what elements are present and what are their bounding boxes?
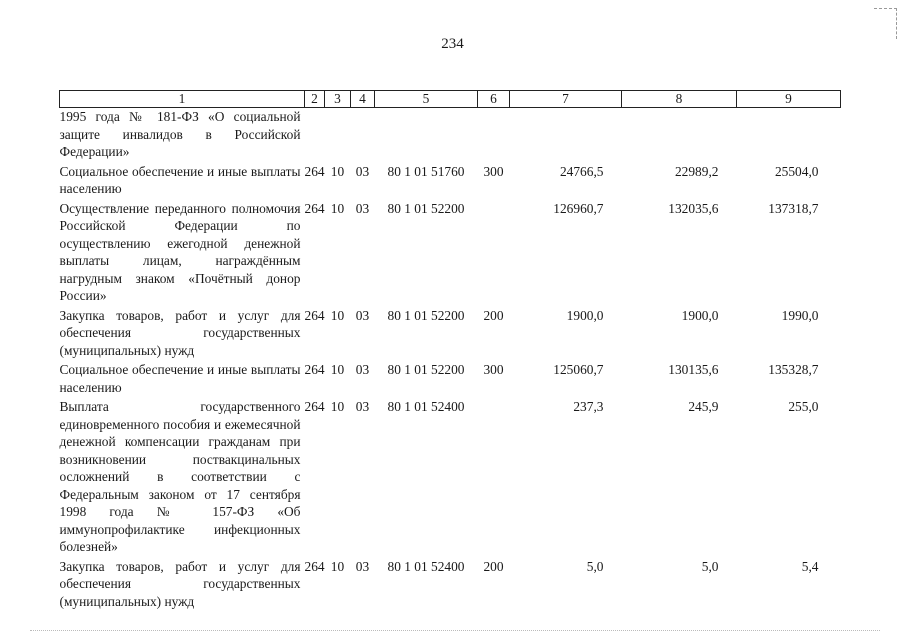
cell-target-article <box>375 108 478 163</box>
cell-expense-type: 300 <box>483 362 504 377</box>
cell-section-code: 10 <box>330 200 345 216</box>
cell-amount-year-2 <box>622 108 737 163</box>
cell-target-article: 80 1 01 52200 <box>387 200 465 216</box>
column-header-year-2: 8 <box>622 91 737 108</box>
table-header <box>60 91 841 108</box>
cell-amount-year-3 <box>737 108 841 163</box>
cell-ministry-code: 264 <box>304 362 325 377</box>
scan-corner-mark <box>874 8 897 39</box>
cell-ministry-code: 264 <box>304 399 325 414</box>
cell-subsection-code: 03 <box>355 362 370 377</box>
cell-ministry-code: 264 <box>304 558 325 574</box>
budget-table <box>59 90 841 612</box>
cell-name: Выплата государственного единовременного пособия и ежемесячной денежной компенсации гражданам при возникновении поствакцинальных осложнений в соответствии с Федеральным законом от 17 сентября 1998 года № 157-ФЗ «Об иммунопрофилактике инфекционных болезней» <box>59 399 301 554</box>
cell-amount-year-1: 126960,7 <box>553 200 604 216</box>
cell-target-article: 80 1 01 52200 <box>387 362 465 377</box>
cell-target-article: 80 1 01 52400 <box>387 399 465 414</box>
cell-amount-year-2: 245,9 <box>688 399 719 414</box>
cell-subsection-code: 03 <box>355 163 370 179</box>
cell-amount-year-2: 5,0 <box>701 558 719 574</box>
cell-amount-year-3: 1990,0 <box>781 307 819 323</box>
cell-amount-year-1 <box>510 108 622 163</box>
cell-amount-year-1: 5,0 <box>586 558 604 574</box>
table-row <box>60 200 841 307</box>
cell-amount-year-1: 1900,0 <box>566 307 604 323</box>
cell-ministry-code <box>305 108 325 163</box>
cell-amount-year-3: 135328,7 <box>768 362 819 377</box>
cell-amount-year-3: 255,0 <box>788 399 819 414</box>
table-row <box>60 307 841 362</box>
cell-expense-type: 200 <box>483 558 504 574</box>
cell-section-code: 10 <box>330 362 345 377</box>
cell-amount-year-1: 24766,5 <box>559 163 604 179</box>
cell-ministry-code: 264 <box>304 307 325 323</box>
table-row <box>60 361 841 398</box>
cell-subsection-code: 03 <box>355 399 370 414</box>
column-header-target-article: 5 <box>375 91 478 108</box>
cell-expense-type <box>478 398 510 558</box>
cell-expense-type <box>478 108 510 163</box>
table-body <box>60 108 841 613</box>
table-row <box>60 108 841 163</box>
column-header-year-1: 7 <box>510 91 622 108</box>
cell-section-code: 10 <box>330 163 345 179</box>
header-row <box>60 91 841 108</box>
cell-subsection-code: 03 <box>355 307 370 323</box>
cell-target-article: 80 1 01 51760 <box>387 163 465 179</box>
column-header-ministry: 2 <box>305 91 325 108</box>
cell-expense-type: 300 <box>483 163 504 179</box>
cell-name: Социальное обеспечение и иные выплаты населению <box>59 362 301 395</box>
table-row <box>60 558 841 613</box>
page-number: 234 <box>441 36 464 52</box>
column-header-expense-type: 6 <box>478 91 510 108</box>
table-row <box>60 163 841 200</box>
cell-amount-year-2: 132035,6 <box>668 200 719 216</box>
cell-ministry-code: 264 <box>304 200 325 216</box>
cell-amount-year-3: 25504,0 <box>774 163 819 179</box>
scan-artifact-line <box>30 630 880 632</box>
cell-amount-year-3: 137318,7 <box>768 200 819 216</box>
cell-expense-type <box>478 200 510 307</box>
cell-name: Осуществление переданного полномочия Российской Федерации по осуществлению ежегодной денежной выплаты лицам, награждённым нагрудным знаком «Почётный донор России» <box>59 200 301 303</box>
cell-amount-year-1: 237,3 <box>573 399 604 414</box>
cell-subsection-code: 03 <box>355 558 370 574</box>
cell-amount-year-2: 1900,0 <box>681 307 719 323</box>
cell-target-article: 80 1 01 52400 <box>387 558 465 574</box>
cell-name: Социальное обеспечение и иные выплаты населению <box>59 163 301 196</box>
cell-amount-year-3: 5,4 <box>801 558 819 574</box>
cell-subsection-code: 03 <box>355 200 370 216</box>
cell-section-code: 10 <box>330 558 345 574</box>
cell-amount-year-1: 125060,7 <box>553 362 604 377</box>
column-header-section: 3 <box>325 91 351 108</box>
cell-name: Закупка товаров, работ и услуг для обеспечения государственных (муниципальных) нужд <box>59 307 301 358</box>
column-header-year-3: 9 <box>737 91 841 108</box>
table-row <box>60 398 841 558</box>
cell-amount-year-2: 22989,2 <box>674 163 719 179</box>
cell-section-code: 10 <box>330 399 345 414</box>
cell-target-article: 80 1 01 52200 <box>387 307 465 323</box>
cell-ministry-code: 264 <box>304 163 325 179</box>
cell-name: Закупка товаров, работ и услуг для обеспечения государственных (муниципальных) нужд <box>59 558 301 609</box>
column-header-name: 1 <box>60 91 305 108</box>
cell-subsection-code <box>351 108 375 163</box>
cell-section-code <box>325 108 351 163</box>
cell-expense-type: 200 <box>483 307 504 323</box>
cell-amount-year-2: 130135,6 <box>668 362 719 377</box>
cell-name: 1995 года № 181-ФЗ «О социальной защите инвалидов в Российской Федерации» <box>59 109 301 159</box>
column-header-subsection: 4 <box>351 91 375 108</box>
cell-section-code: 10 <box>330 307 345 323</box>
